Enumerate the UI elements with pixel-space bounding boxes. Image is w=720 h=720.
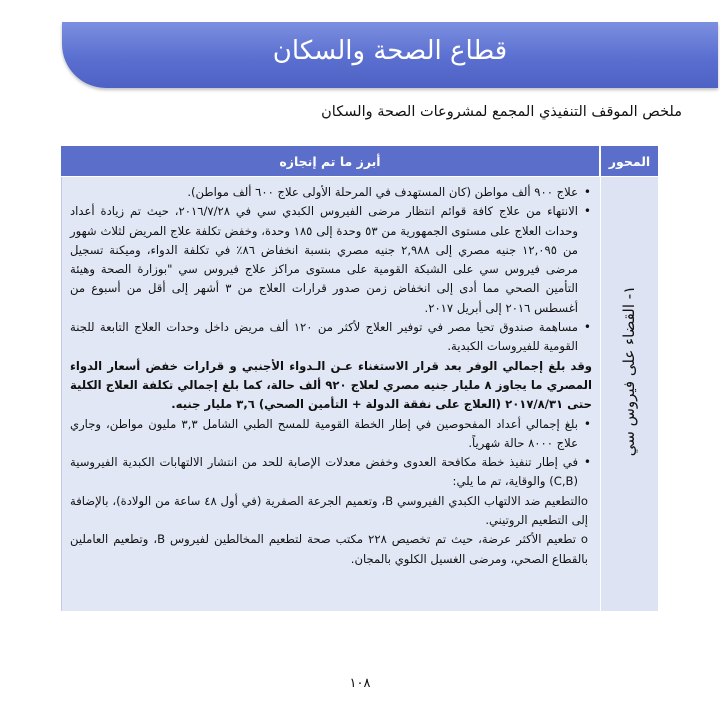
axis-label: ١- القضاء على فيروس سي [620, 285, 638, 457]
list-item: • مساهمة صندوق تحيا مصر في توفير العلاج لأكثر من ١٢٠ ألف مريض داخل وحدات العلاج التابعة للجنة القومية للفيروسات الكبدية. [70, 318, 578, 357]
savings-paragraph: وقد بلغ إجمالي الوفر بعد قرار الاستغناء عـن الـدواء الأجنبي و قرارات خفض أسعار الدواء المصري ما يجاوز ٨ مليار جنيه مصري لعلاج ٩٢٠ ألف حالة، كما بلغ إجمالي تكلفة العلاج الكلية حتى ٢٠١٧/٨/٣١ (العلاج على نفقة الدولة + التأمين الصحي) ٣,٦ مليار جنيه. [70, 358, 593, 412]
page-number: ١٠٨ [349, 676, 371, 691]
list-item: • بلغ إجمالي أعداد المفحوصين في إطار الخطة القومية للمسح الطبي الشامل ٣,٣ مليون مواطن، وجاري علاج ٨٠٠٠ حالة شهرياً. [70, 415, 578, 454]
axis-cell [601, 177, 658, 611]
document-subtitle: ملخص الموقف التنفيذي المجمع لمشروعات الصحة والسكان [321, 104, 682, 120]
achievements-content [70, 183, 592, 569]
list-item: • علاج ٩٠٠ ألف مواطن (كان المستهدف في المرحلة الأولى علاج ٦٠٠ ألف مواطن). [70, 183, 578, 202]
list-item: • في إطار تنفيذ خطة مكافحة العدوى وخفض معدلات الإصابة للحد من انتشار الالتهابات الكبدية الفيروسية (C,B) والوقاية، تم ما يلي: [70, 453, 578, 492]
banner-title: قطاع الصحة والسكان [272, 36, 508, 66]
achievements-cell [61, 177, 600, 611]
list-item: • الانتهاء من علاج كافة قوائم انتظار مرضى الفيروس الكبدي سي في ٢٠١٦/٧/٢٨، حيث تم زيادة أعداد وحدات العلاج على مستوى الجمهورية من ٥٣ وحدة إلى ١٨٥ وحدة، وخفض تكلفة علاج المريض لثلاث شهور من ١٢,٠٩٥ جنيه مصري إلى ٢,٩٨٨ جنيه مصري بنسبة انخفاض ٨٦٪ في تكلفة الدواء، وميكنة تسجيل مرضى فيروس سي على الشبكة القومية على مستوى مراكز علاج فيروس سي "بوزارة الصحة وهيئة التأمين الصحي مما أدى إلى انخفاض زمن صدور قرارات العلاج من ٣ أشهر إلى أقل من أسبوع من أغسطس ٢٠١٦ إلى أبريل ٢٠١٧. [70, 202, 578, 318]
sub-item: oالتطعيم ضد الالتهاب الكبدي الفيروسي B، وتعميم الجرعة الصفرية (في أول ٤٨ ساعة من الولادة)، بالإضافة إلى التطعيم الروتيني. [70, 493, 588, 528]
achievement-list-2 [70, 415, 592, 492]
achievement-list [70, 183, 592, 357]
summary-table [61, 146, 658, 611]
page-banner [62, 22, 718, 88]
sub-item: o تطعيم الأكثر عرضة، حيث تم تخصيص ٢٢٨ مكتب صحة لتطعيم المخالطين لفيروس B، وتطعيم العاملين بالقطاع الصحي، ومرضى الغسيل الكلوي بالمجان. [70, 532, 589, 566]
header-achievements: أبرز ما تم إنجازه [61, 146, 599, 176]
header-axis: المحور [601, 146, 658, 176]
